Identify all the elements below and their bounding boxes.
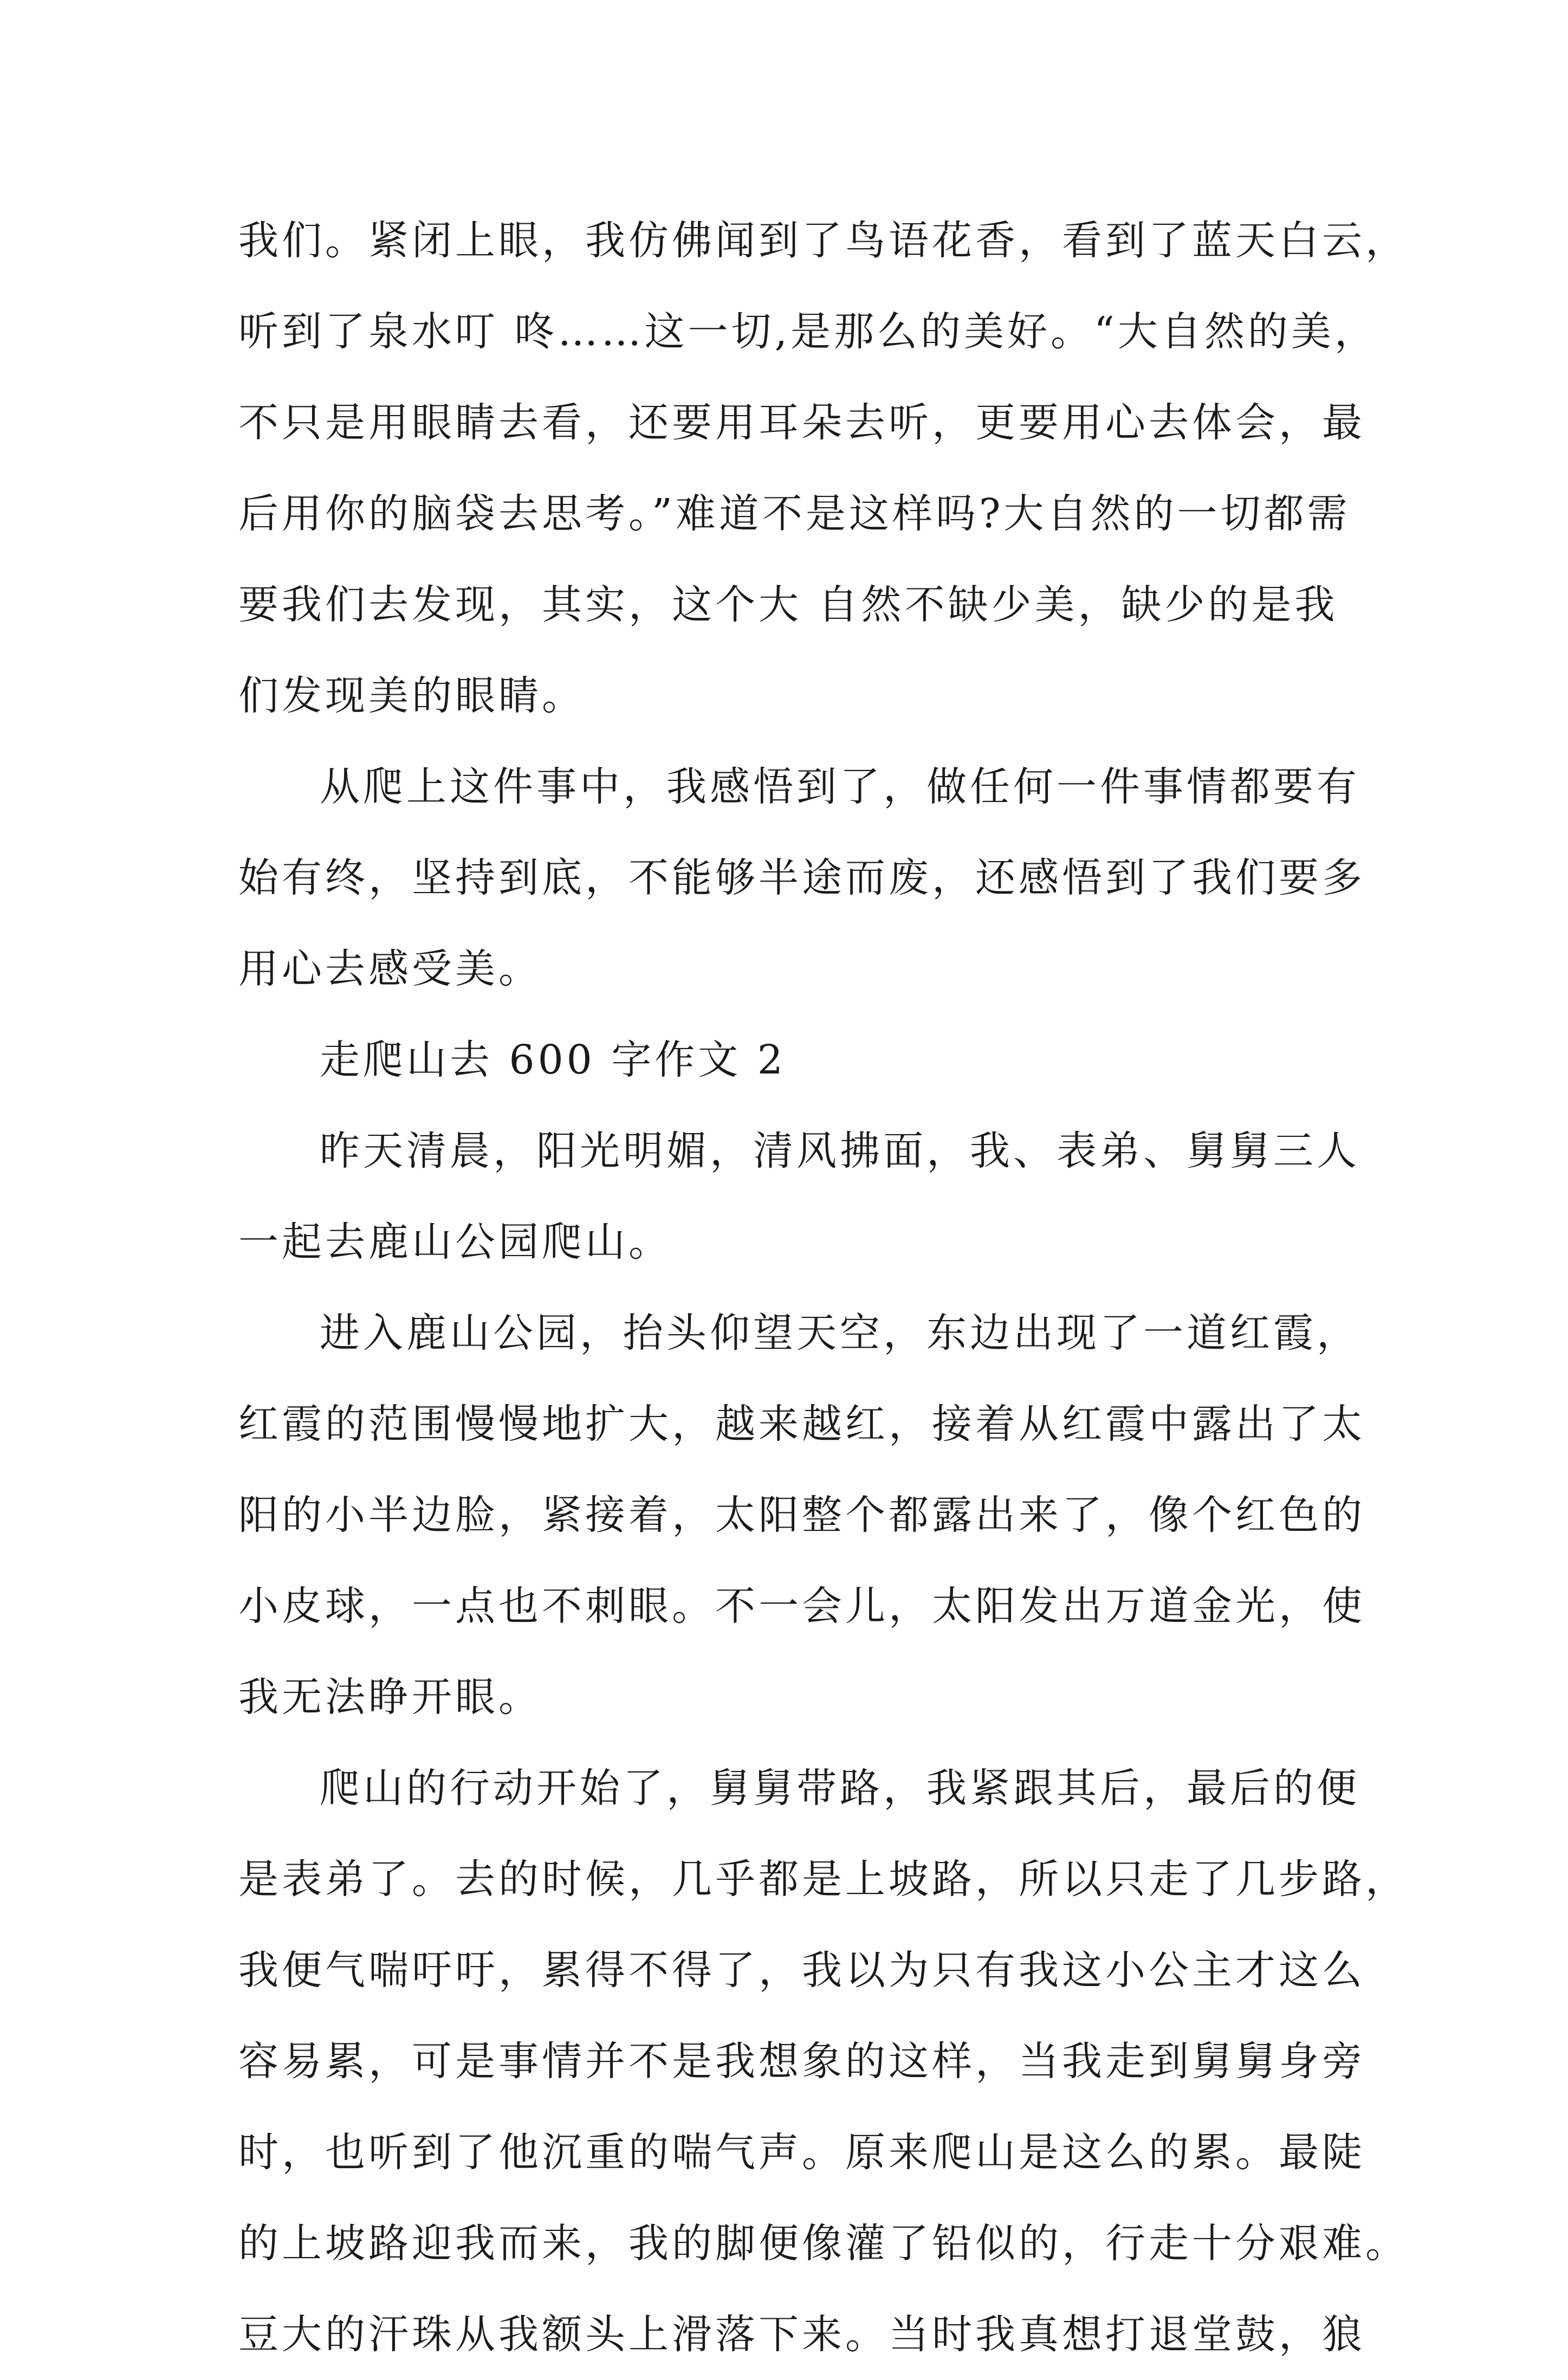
text-line: 红霞的范围慢慢地扩大，越来越红，接着从红霞中露出了太 [238,1401,1365,1447]
text-line: 听到了泉水叮 咚……这一切,是那么的美好。“大自然的美， [238,308,1378,355]
text-line: 后用你的脑袋去思考。”难道不是这样吗?大自然的一切都需 [238,490,1351,537]
text-line: 一起去鹿山公园爬山。 [238,1219,672,1265]
text-line: 的上坡路迎我而来，我的脚便像灌了铅似的，行走十分艰难。 [238,2220,1409,2267]
text-line: 是表弟了。去的时候，几乎都是上坡路，所以只走了几步路， [238,1856,1409,1903]
text-line: 用心去感受美。 [238,946,542,992]
text-line: 我们。紧闭上眼，我仿佛闻到了鸟语花香，看到了蓝天白云， [238,217,1409,264]
text-line: 要我们去发现，其实，这个大 自然不缺少美，缺少的是我 [238,581,1338,628]
text-line: 容易累，可是事情并不是我想象的这样，当我走到舅舅身旁 [238,2038,1365,2085]
text-line: 时，也听到了他沉重的喘气声。原来爬山是这么的累。最陡 [238,2129,1365,2176]
text-line: 阳的小半边脸，紧接着，太阳整个都露出来了，像个红色的 [238,1492,1365,1538]
paragraph-start-line: 进入鹿山公园，抬头仰望天空，东边出现了一道红霞， [320,1310,1360,1356]
paragraph-start-line: 从爬上这件事中，我感悟到了，做任何一件事情都要有 [320,764,1360,810]
text-line: 我无法睁开眼。 [238,1674,542,1721]
body-text [238,195,1409,2380]
paragraph-start-line: 爬山的行动开始了，舅舅带路，我紧跟其后，最后的便 [320,1765,1360,1812]
text-line: 小皮球，一点也不刺眼。不一会儿，太阳发出万道金光，使 [238,1583,1365,1629]
section-title: 走爬山去 600 字作文 2 [320,1037,786,1083]
text-line: 始有终，坚持到底，不能够半途而废，还感悟到了我们要多 [238,855,1365,901]
text-line: 不只是用眼睛去看，还要用耳朵去听，更要用心去体会，最 [238,399,1365,446]
paragraph-start-line: 昨天清晨，阳光明媚，清风拂面，我、表弟、舅舅三人 [320,1128,1360,1174]
text-line: 豆大的汗珠从我额头上滑落下来。当时我真想打退堂鼓，狼 [238,2311,1365,2358]
text-line: 我便气喘吁吁，累得不得了，我以为只有我这小公主才这么 [238,1947,1365,1994]
text-line: 们发现美的眼睛。 [238,672,585,719]
